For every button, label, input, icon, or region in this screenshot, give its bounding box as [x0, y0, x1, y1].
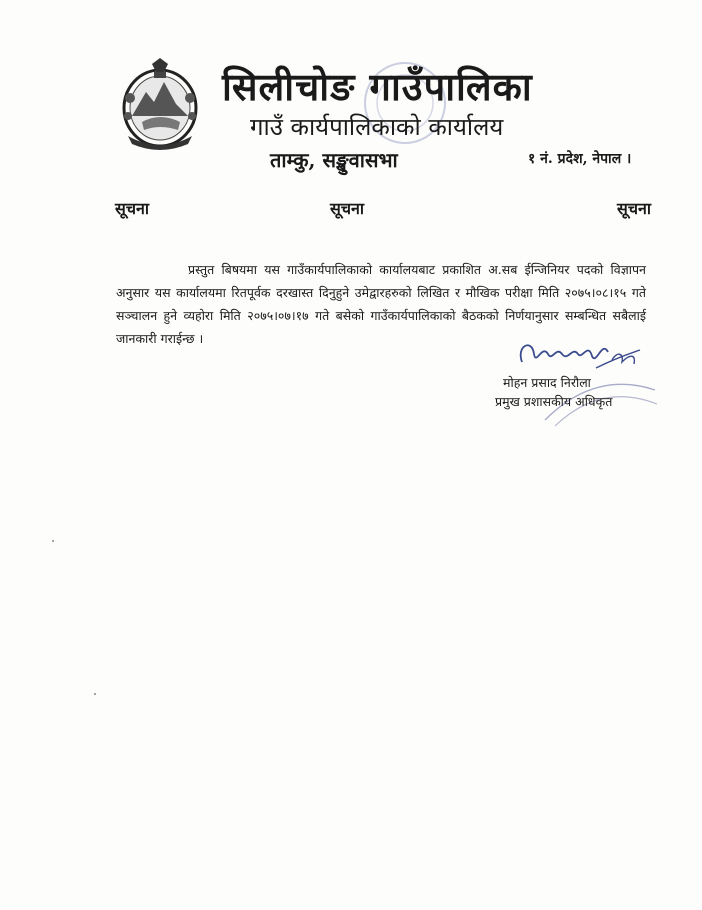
office-address: ताम्कु, सङ्खुवासभा — [270, 148, 398, 172]
signatory-name: मोहन प्रसाद निरौला — [503, 375, 591, 390]
notice-heading-left: सूचना — [115, 199, 150, 218]
notice-body: प्रस्तुत बिषयमा यस गाउँकार्यपालिकाको कार्यालयबाट प्रकाशित अ.सब ईन्जिनियर पदको विज्ञापन अनुसार यस कार्यालयमा रितपूर्वक दरखास्त दिनुहुने उमेद्वारहरुको लिखित र मौखिक परीक्षा मिति २०७५।०८।१५ गते सञ्चालन हुने व्यहोरा मिति २०७५।०७।१७ गते बसेको गाउँकार्यपालिकाको बैठकको निर्णयानुसार सम्बन्धित सबैलाई जानकारी गराईन्छ । — [116, 262, 646, 346]
notice-heading-right: सूचना — [617, 199, 652, 218]
nepal-emblem-icon — [118, 58, 202, 150]
signatory-title: प्रमुख प्रशासकीय अधिकृत — [495, 394, 613, 409]
org-name: सिलीचोङ गाउँपालिका — [222, 64, 533, 109]
office-name: गाउँ कार्यपालिकाको कार्यालय — [250, 113, 504, 141]
speck — [52, 540, 54, 542]
province-label: १ नं. प्रदेश, नेपाल । — [528, 151, 632, 167]
notice-heading-center: सूचना — [330, 199, 365, 218]
speck — [94, 693, 96, 695]
